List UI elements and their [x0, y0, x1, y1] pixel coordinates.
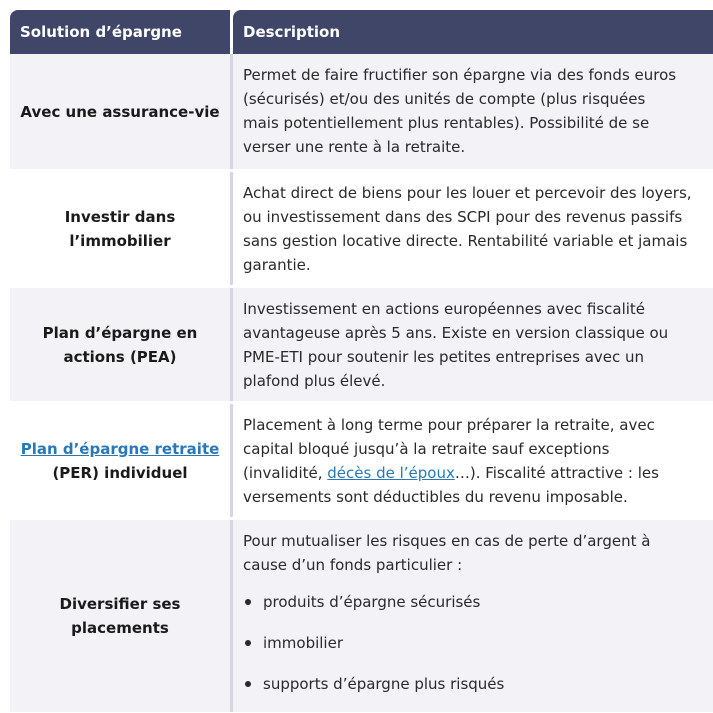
description-line: plafond plus élevé.	[243, 372, 386, 390]
description-line: verser une rente à la retraite.	[243, 138, 466, 156]
description-line: cause d’un fonds particulier :	[243, 556, 463, 574]
row-title	[10, 172, 230, 285]
row-title	[10, 288, 230, 401]
header-description: Description	[233, 10, 713, 54]
description-line: Permet de faire fructifier son épargne via des fonds euros	[243, 66, 677, 84]
bullet-icon	[245, 640, 251, 646]
row-description	[233, 404, 713, 517]
row-title	[10, 520, 230, 712]
description-line: versements sont déductibles du revenu imposable.	[243, 488, 628, 506]
list-item: immobilier	[243, 622, 713, 663]
row-description	[233, 172, 713, 285]
table-row	[10, 520, 713, 712]
row-description	[233, 54, 713, 169]
per-link[interactable]: Plan d’épargne retraite	[20, 439, 220, 458]
row-title: Avec une assurance-vie	[10, 54, 230, 169]
deces-epoux-link[interactable]: décès de l’époux	[327, 464, 455, 482]
row-title-line: l’immobilier	[69, 231, 171, 250]
description-line: ou investissement dans des SCPI pour des revenus passifs	[243, 208, 683, 226]
row-description	[233, 520, 713, 712]
row-title-line: actions (PEA)	[63, 347, 177, 366]
list-item: produits d’épargne sécurisés	[243, 581, 713, 622]
description-line: PME-ETI pour soutenir les petites entreprises avec un	[243, 348, 645, 366]
row-title-line: Investir dans	[64, 207, 176, 226]
table-row	[10, 404, 713, 517]
description-line: (invalidité, décès de l’époux…). Fiscalité attractive : les	[243, 464, 659, 482]
row-title-line: Plan d’épargne en	[42, 323, 198, 342]
row-description	[233, 288, 713, 401]
table-row	[10, 288, 713, 401]
savings-table	[10, 10, 713, 712]
row-title-line: Diversifier ses	[59, 595, 181, 613]
row-title-line: placements	[71, 619, 169, 637]
bullet-icon	[245, 681, 251, 687]
description-line: (sécurisés) et/ou des unités de compte (plus risquées	[243, 90, 646, 108]
bullet-list	[243, 581, 713, 704]
description-line: Placement à long terme pour préparer la retraite, avec	[243, 416, 655, 434]
row-title-line: (PER) individuel	[52, 463, 188, 482]
description-line: Achat direct de biens pour les louer et percevoir des loyers,	[243, 184, 692, 202]
description-line: sans gestion locative directe. Rentabilité variable et jamais	[243, 232, 688, 250]
description-line: Pour mutualiser les risques en cas de perte d’argent à	[243, 532, 651, 550]
list-item: supports d’épargne plus risqués	[243, 663, 713, 704]
description-line: avantageuse après 5 ans. Existe en version classique ou	[243, 324, 669, 342]
row-title	[10, 404, 230, 517]
table-row	[10, 54, 713, 169]
description-line: mais potentiellement plus rentables). Possibilité de se	[243, 114, 650, 132]
description-line: garantie.	[243, 256, 311, 274]
table-row	[10, 172, 713, 285]
description-line: capital bloqué jusqu’à la retraite sauf exceptions	[243, 440, 610, 458]
description-line: Investissement en actions européennes avec fiscalité	[243, 300, 646, 318]
header-solution: Solution d’épargne	[10, 10, 230, 54]
bullet-icon	[245, 599, 251, 605]
table-header	[10, 10, 713, 54]
